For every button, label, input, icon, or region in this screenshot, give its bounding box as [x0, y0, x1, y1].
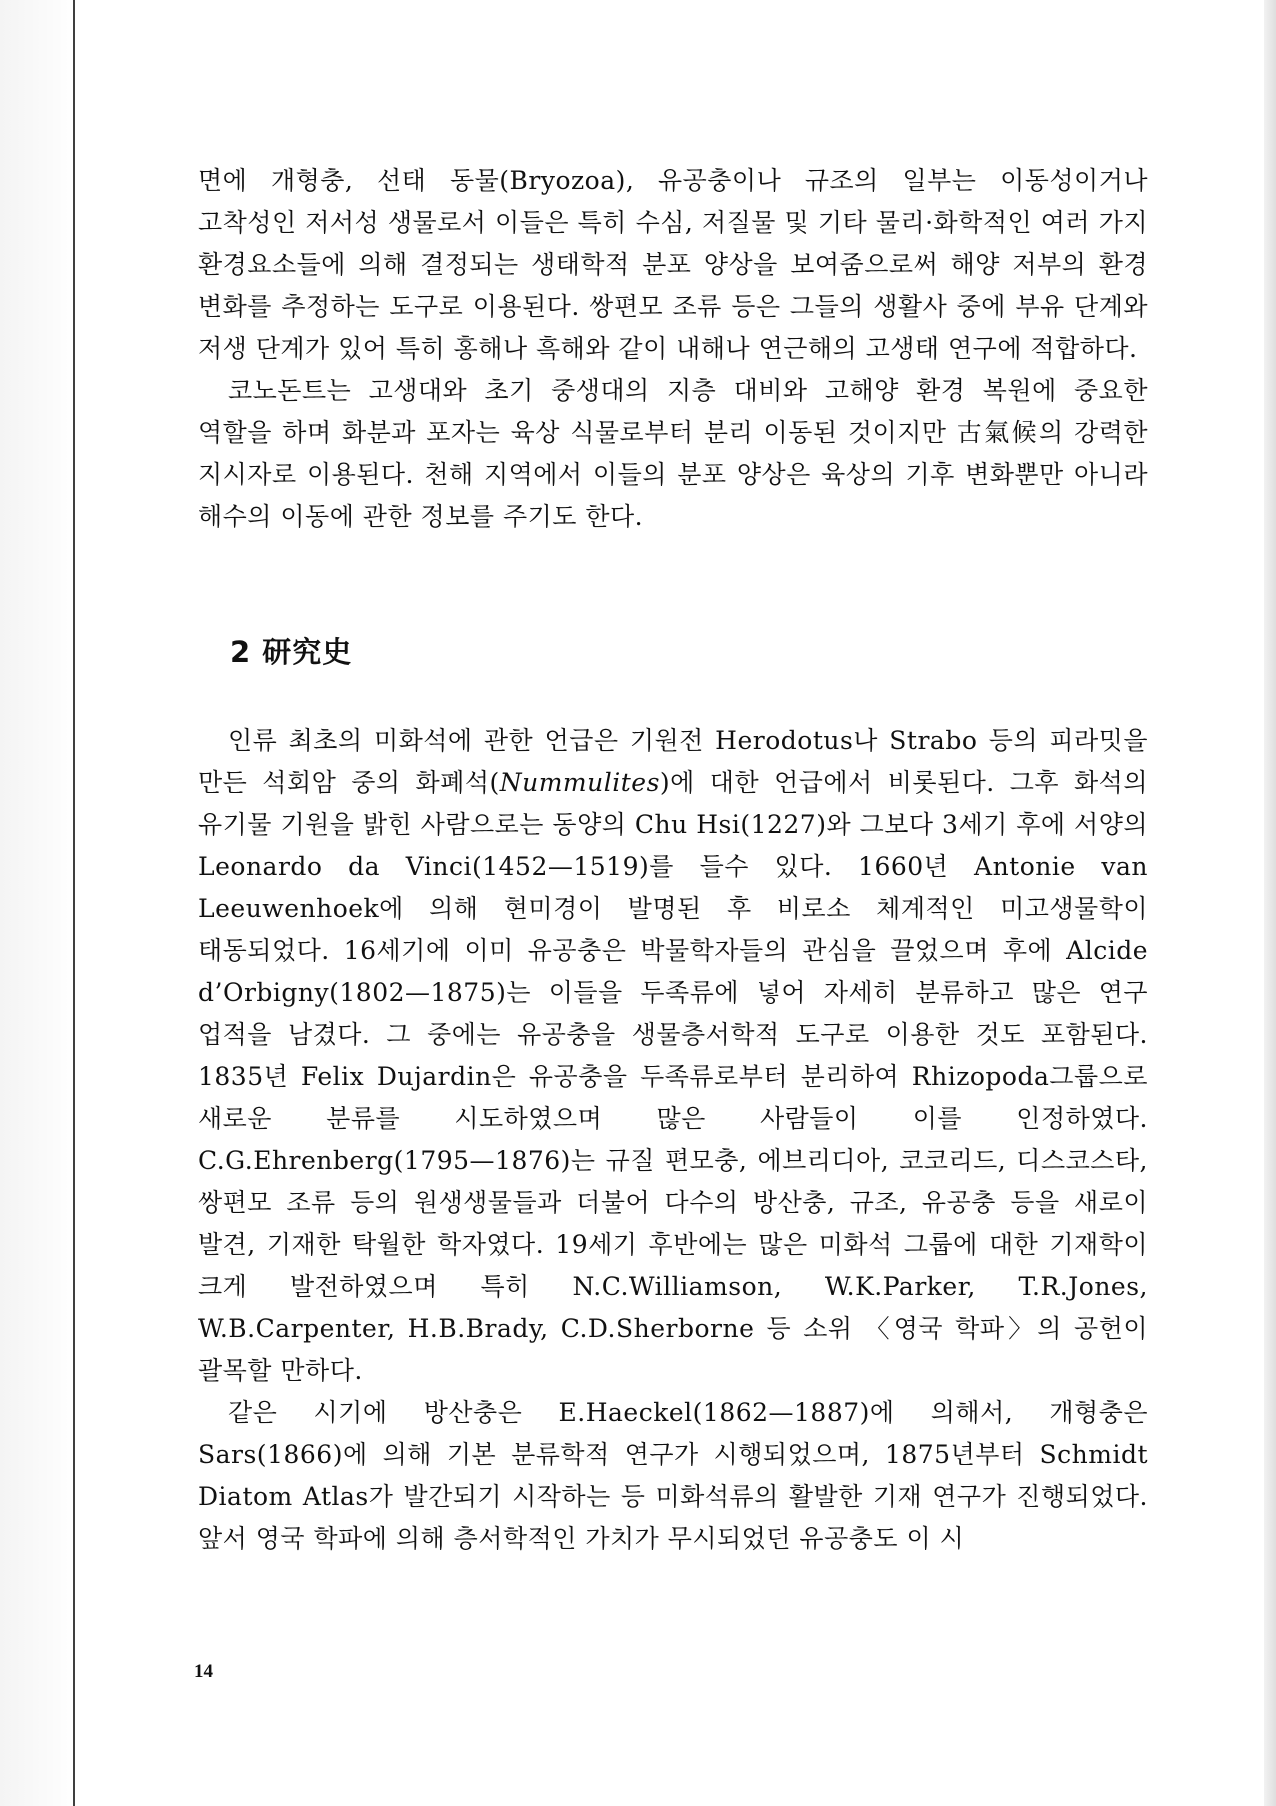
paragraph-1-after-italic: )에 대한 언급에서 비롯된다. 그후 화석의 유기물 기원을 밝힌 사람으로는 동양의 Chu Hsi(1227)와 그보다 3세기 후에 서양의 Leonardo da Vinci(1452—1519)를 들수 있다. 1660년 Antonie van Leeuwenhoek에 의해 현미경이 발명된 후 비로소 체계적인 미고생물학이 태동되었다. 16세기에 이미 유공충은 박물학자들의 관심을 끌었으며 후에 Alcide d’Orbigny(1802—1875)는 이들을 두족류에 넣어 자세히 분류하고 많은 연구 업적을 남겼다. 그 중에는 유공충을 생물층서학적 도구로 이용한 것도 포함된다. 1835년 Felix Dujardin은 유공충을 두족류로부터 분리하여 Rhizopoda그룹으로 새로운 분류를 시도하였으며 많은 사람들이 이를 인정하였다. C.G.Ehrenberg(1795—1876)는 규질 편모충, 에브리디아, 코코리드, 디스코스타, 쌍편모 조류 등의 원생생물들과 더불어 다수의 방산충, 규조, 유공충 등을 새로이 발견, 기재한 탁월한 학자였다. 19세기 후반에는 많은 미화석 그룹에 대한 기재학이 크게 발전하였으며 특히 N.C.Williamson, W.K.Parker, T.R.Jones, W.B.Carpenter, H.B.Brady, C.D.Sherborne 등 소위 〈영국 학파〉의 공헌이 괄목할 만하다.: [198, 768, 1148, 1385]
section-2-heading: 2 研究史: [230, 635, 353, 669]
page-left-edge: [73, 0, 75, 1806]
section-1-paragraph-1: 면에 개형충, 선태 동물(Bryozoa), 유공충이나 규조의 일부는 이동성이거나 고착성인 저서성 생물로서 이들은 특히 수심, 저질물 및 기타 물리·화학적인 여러 가지 환경요소들에 의해 결정되는 생태학적 분포 양상을 보여줌으로써 해양 저부의 환경 변화를 추정하는 도구로 이용된다. 쌍편모 조류 등은 그들의 생활사 중에 부유 단계와 저생 단계가 있어 특히 홍해나 흑해와 같이 내해나 연근해의 고생태 연구에 적합하다.: [198, 166, 1148, 363]
section-1-content: [198, 160, 1148, 538]
section-2-paragraph-1: [198, 720, 1148, 1392]
nummulites-italic-text: Nummulites: [499, 768, 660, 797]
page-left-shadow: [0, 0, 78, 1806]
page-number: 14: [194, 1661, 213, 1682]
section-2-content: [198, 720, 1148, 1560]
section-1-paragraph-2: 코노돈트는 고생대와 초기 중생대의 지층 대비와 고해양 환경 복원에 중요한 역할을 하며 화분과 포자는 육상 식물로부터 분리 이동된 것이지만 古氣候의 강력한 지시자로 이용된다. 천해 지역에서 이들의 분포 양상은 육상의 기후 변화뿐만 아니라 해수의 이동에 관한 정보를 주기도 한다.: [198, 376, 1148, 531]
section-2-paragraph-2: 같은 시기에 방산충은 E.Haeckel(1862—1887)에 의해서, 개형충은 Sars(1866)에 의해 기본 분류학적 연구가 시행되었으며, 1875년부터 Schmidt Diatom Atlas가 발간되기 시작하는 등 미화석류의 활발한 기재 연구가 진행되었다. 앞서 영국 학파에 의해 층서학적인 가치가 무시되었던 유공충도 이 시: [198, 1398, 1148, 1553]
paragraph-1-before-italic: 인류 최초의 미화석에 관한 언급은 기원전 Herodotus나 Strabo 등의 피라밋을 만든 석회암 중의 화폐석(: [198, 726, 1148, 797]
page-right-edge: [1264, 0, 1276, 1806]
